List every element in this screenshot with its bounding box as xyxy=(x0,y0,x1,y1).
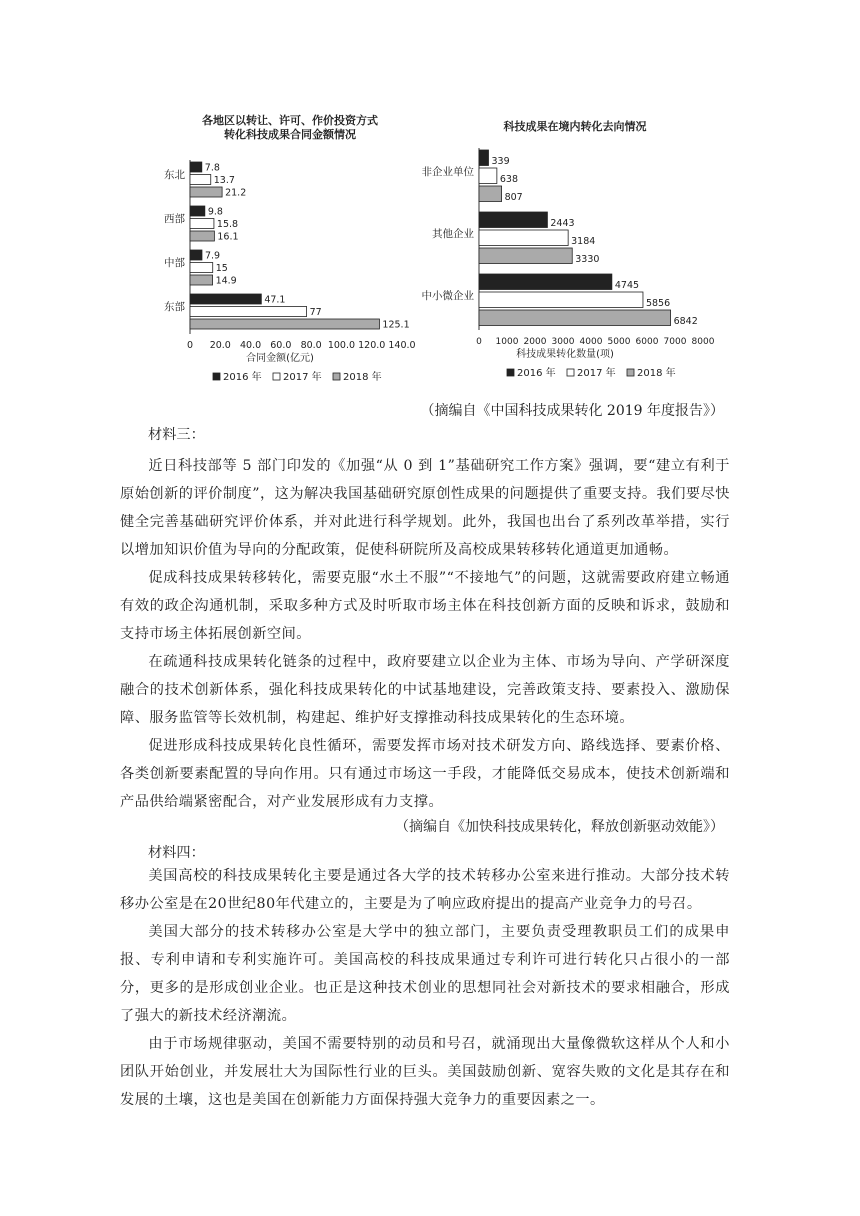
legend-swatch xyxy=(333,373,340,380)
legend-swatch xyxy=(213,373,220,380)
data-label: 15.8 xyxy=(216,219,239,230)
bar xyxy=(190,307,307,317)
data-label: 2443 xyxy=(550,218,575,229)
tick-label: 100.0 xyxy=(327,340,356,351)
data-label: 9.8 xyxy=(207,206,223,218)
source-caption-2: （摘编自《加快科技成果转化，释放创新驱动效能》） xyxy=(395,819,724,835)
tick-label: 8000 xyxy=(691,337,715,347)
data-label: 15 xyxy=(215,263,228,274)
category-label: 东部 xyxy=(164,301,185,313)
data-label: 3184 xyxy=(571,236,596,247)
tick-label: 140.0 xyxy=(388,340,416,351)
data-label: 7.8 xyxy=(204,162,220,174)
bar xyxy=(479,292,643,308)
data-label: 5856 xyxy=(645,298,671,309)
bar xyxy=(479,168,497,184)
chart-title: 转化科技成果合同金额情况 xyxy=(224,128,356,141)
bar xyxy=(190,219,214,229)
legend-entry: 2018 年 xyxy=(343,372,382,383)
paragraph: 促成科技成果转移转化，需要克服“水土不服”“不接地气”的问题，这就需要政府建立畅通有效的政企沟通机制，采取多种方式及时听取市场主体在科技创新方面的反映和诉求，鼓励和支持市场主体拓展创新空间。 xyxy=(120,570,730,642)
tick-label: 80.0 xyxy=(300,340,322,351)
data-label: 21.2 xyxy=(225,187,247,199)
legend-entry: 2016 年 xyxy=(517,368,556,379)
figures xyxy=(150,108,715,398)
bar xyxy=(190,263,213,273)
source-caption-1: （摘编自《中国科技成果转化 2019 年度报告》） xyxy=(420,403,724,419)
legend-entry: 2017 年 xyxy=(577,368,616,379)
tick-label: 5000 xyxy=(607,337,631,347)
tick-label: 120.0 xyxy=(358,340,386,351)
bar xyxy=(479,248,572,264)
bar xyxy=(190,175,211,185)
paragraph: 美国大部分的技术转移办公室是大学中的独立部门，主要负责受理教职员工们的成果申报、专利申请和专利实施许可。美国高校的科技成果通过专利许可进行转化只占很小的一部分，更多的是形成创业企业。也正是这种技术创业的思想同社会对新技术的要求相融合，形成了强大的新技术经济潮流。 xyxy=(120,924,730,1024)
bar xyxy=(190,294,261,304)
tick-label: 60.0 xyxy=(270,340,292,351)
tick-label: 3000 xyxy=(551,337,575,347)
data-label: 638 xyxy=(499,174,519,185)
category-label: 中部 xyxy=(164,257,185,269)
data-label: 807 xyxy=(504,192,523,203)
data-label: 339 xyxy=(491,156,510,167)
material-3-body xyxy=(120,452,730,816)
chart-domestic-transfer-destination xyxy=(421,108,715,388)
legend-swatch xyxy=(567,369,574,376)
legend-entry: 2017 年 xyxy=(283,372,322,383)
bar xyxy=(190,231,214,241)
tick-label: 40.0 xyxy=(239,340,262,351)
paragraph: 美国高校的科技成果转化主要是通过各大学的技术转移办公室来进行推动。大部分技术转移办公室是在20世纪80年代建立的，主要是为了响应政府提出的提高产业竞争力的号召。 xyxy=(120,868,730,912)
bar xyxy=(479,274,612,290)
paragraph: 促进形成科技成果转化良性循环，需要发挥市场对技术研发方向、路线选择、要素价格、各类创新要素配置的导向作用。只有通过市场这一手段，才能降低交易成本，使技术创新端和产品供给端紧密配合，对产业发展形成有力支撑。 xyxy=(120,738,730,810)
bar xyxy=(479,310,671,326)
bar xyxy=(479,212,547,228)
tick-label: 0 xyxy=(186,340,194,351)
data-label: 16.1 xyxy=(217,231,239,243)
category-label: 其他企业 xyxy=(432,228,474,240)
x-axis-label: 科技成果转化数量(项) xyxy=(516,349,614,360)
legend-swatch xyxy=(507,369,514,376)
tick-label: 6000 xyxy=(635,337,659,347)
tick-label: 0 xyxy=(476,337,482,347)
tick-label: 4000 xyxy=(579,337,603,347)
chart-left-svg xyxy=(164,108,420,388)
category-label: 东北 xyxy=(164,169,185,181)
x-axis-label: 合同金额(亿元) xyxy=(246,353,314,364)
legend-entry: 2016 年 xyxy=(223,372,262,383)
category-label: 非企业单位 xyxy=(421,166,474,178)
tick-label: 1000 xyxy=(495,337,519,347)
category-label: 中小微企业 xyxy=(421,290,474,302)
chart-title: 科技成果在境内转化去向情况 xyxy=(503,120,647,133)
tick-label: 2000 xyxy=(523,337,547,347)
bar xyxy=(190,187,222,197)
tick-label: 7000 xyxy=(663,337,687,347)
bar xyxy=(190,206,205,216)
legend-entry: 2018 年 xyxy=(637,368,676,379)
data-label: 125.1 xyxy=(382,319,410,331)
paragraph: 由于市场规律驱动，美国不需要特别的动员和号召，就涌现出大量像微软这样从个人和小团队开始创业，并发展壮大为国际性行业的巨头。美国鼓励创新、宽容失败的文化是其存在和发展的土壤，这也是美国在创新能力方面保持强大竞争力的重要因素之一。 xyxy=(120,1036,730,1108)
chart-regional-contract-amount xyxy=(164,108,420,388)
data-label: 47.1 xyxy=(264,294,286,306)
material-4-label: 材料四： xyxy=(148,845,205,861)
category-label: 西部 xyxy=(164,213,185,225)
bar xyxy=(479,230,568,246)
data-label: 14.9 xyxy=(215,275,237,287)
bar xyxy=(190,162,202,172)
bar xyxy=(479,186,502,202)
material-4-body xyxy=(120,862,730,1114)
data-label: 4745 xyxy=(614,280,640,291)
bar xyxy=(190,275,213,285)
legend-swatch xyxy=(627,369,634,376)
data-label: 7.9 xyxy=(204,250,221,262)
chart-title: 各地区以转让、许可、作价投资方式 xyxy=(202,114,378,127)
material-3-label: 材料三： xyxy=(148,427,205,443)
bar xyxy=(190,250,202,260)
data-label: 6842 xyxy=(673,316,698,327)
data-label: 77 xyxy=(309,307,322,318)
legend-swatch xyxy=(273,373,280,380)
paragraph: 在疏通科技成果转化链条的过程中，政府要建立以企业为主体、市场为导向、产学研深度融合的技术创新体系，强化科技成果转化的中试基地建设，完善政策支持、要素投入、激励保障、服务监管等长效机制，构建起、维护好支撑推动科技成果转化的生态环境。 xyxy=(120,654,730,726)
paragraph: 近日科技部等 5 部门印发的《加强“从 0 到 1”基础研究工作方案》强调，要“建立有利于原始创新的评价制度”，这为解决我国基础研究原创性成果的问题提供了重要支持。我们要尽快健全完善基础研究评价体系，并对此进行科学规划。此外，我国也出台了系列改革举措，实行以增加知识价值为导向的分配政策，促使科研院所及高校成果转移转化通道更加通畅。 xyxy=(120,458,730,558)
chart-right-svg xyxy=(421,108,715,388)
data-label: 13.7 xyxy=(213,175,235,186)
tick-label: 20.0 xyxy=(209,340,231,351)
bar xyxy=(190,319,379,329)
data-label: 3330 xyxy=(575,254,600,265)
bar xyxy=(479,150,488,166)
